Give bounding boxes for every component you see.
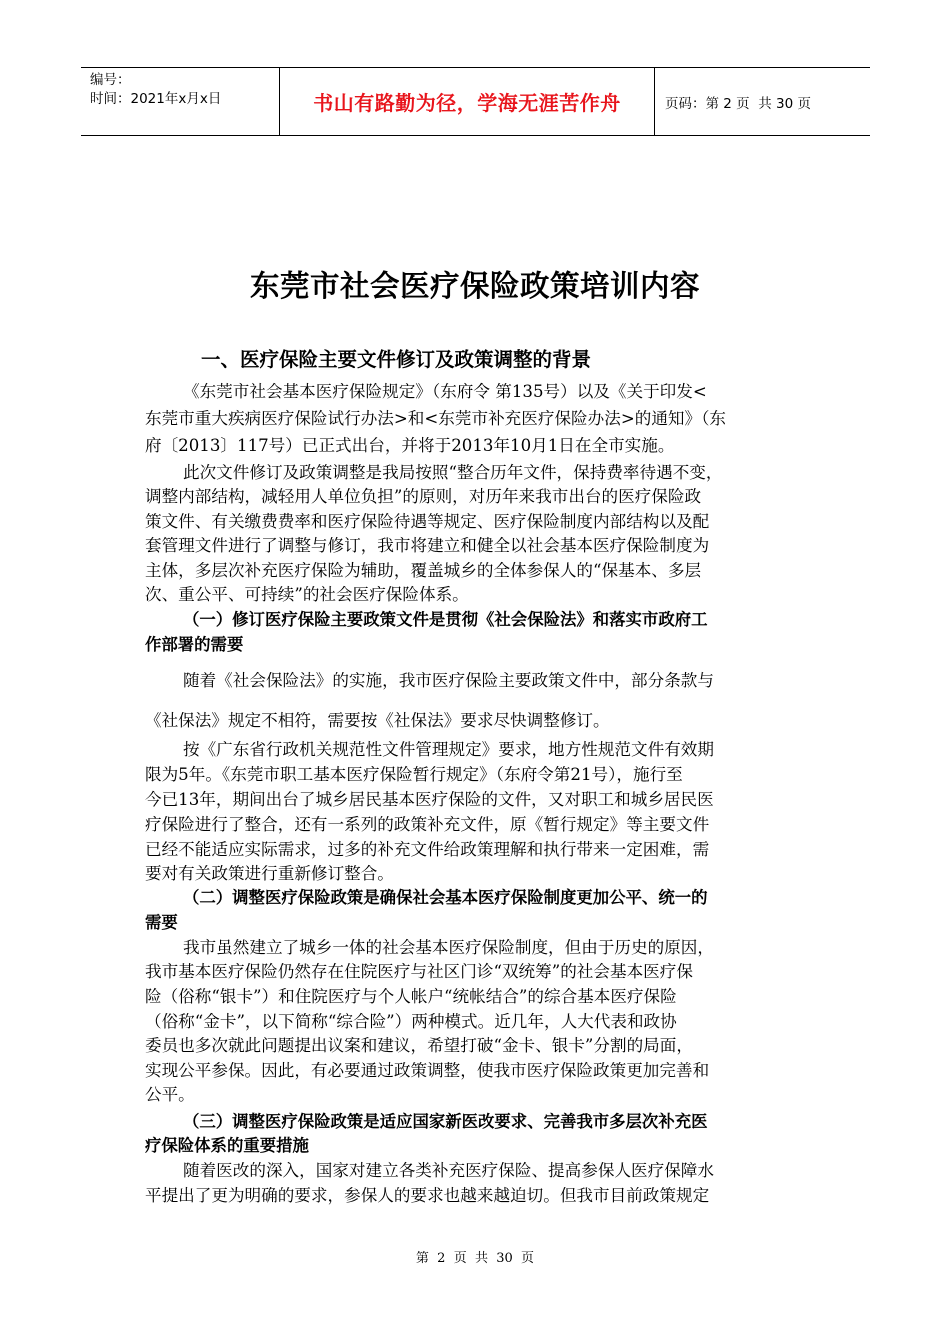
para-4-line: 疗保险进行了整合，还有一系列的政策补充文件，原《暂行规定》等主要文件 — [145, 815, 710, 834]
page-footer: 第 2 页 共 30 页 — [415, 1251, 535, 1266]
para-2-line: 主体，多层次补充医疗保险为辅助，覆盖城乡的全体参保人的“保基本、多层 — [145, 561, 702, 580]
header-meta — [81, 68, 280, 135]
para-2-line: 调整内部结构，减轻用人单位负担”的原则，对历年来我市出台的医疗保险政 — [145, 487, 702, 506]
para-5-line: 我市虽然建立了城乡一体的社会基本医疗保险制度，但由于历史的原因， — [183, 938, 714, 957]
section-heading-1: 一、医疗保险主要文件修订及政策调整的背景 — [201, 348, 592, 371]
subsection-heading-1: （一）修订医疗保险主要政策文件是贯彻《社会保险法》和落实市政府工 — [183, 610, 708, 629]
para-2-line: 此次文件修订及政策调整是我局按照“整合历年文件，保持费率待遇不变， — [183, 463, 723, 482]
para-6-line: 平提出了更为明确的要求，参保人的要求也越来越迫切。但我市目前政策规定 — [145, 1186, 710, 1205]
para-4-line: 按《广东省行政机关规范性文件管理规定》要求，地方性规范文件有效期 — [183, 740, 714, 759]
subsection-heading-3: （三）调整医疗保险政策是适应国家新医改要求、完善我市多层次补充医 — [183, 1112, 708, 1131]
para-5-line: 我市基本医疗保险仍然存在住院医疗与社区门诊“双统筹”的社会基本医疗保 — [145, 962, 693, 981]
para-3-line: 随着《社会保险法》的实施，我市医疗保险主要政策文件中，部分条款与 — [183, 671, 714, 690]
para-1-line: 东莞市重大疾病医疗保险试行办法>和<东莞市补充医疗保险办法>的通知》（东 — [145, 409, 727, 428]
para-1-line: 府〔2013〕117号）已正式出台，并将于2013年10月1日在全市实施。 — [145, 436, 675, 455]
subsection-heading-2: 需要 — [145, 913, 178, 932]
para-2-line: 套管理文件进行了调整与修订，我市将建立和健全以社会基本医疗保险制度为 — [145, 536, 710, 555]
header-time-label: 时间：2021年x月x日 — [90, 91, 222, 107]
header-page-label: 页码：第 2 页 共 30 页 — [665, 95, 812, 112]
para-4-line: 已经不能适应实际需求，过多的补充文件给政策理解和执行带来一定困难，需 — [145, 840, 710, 859]
header-number-label: 编号： — [90, 72, 131, 88]
para-5-line: 实现公平参保。因此，有必要通过政策调整，使我市医疗保险政策更加完善和 — [145, 1061, 710, 1080]
para-2-line: 策文件、有关缴费费率和医疗保险待遇等规定、医疗保险制度内部结构以及配 — [145, 512, 710, 531]
header-motto: 书山有路勤为径，学海无涯苦作舟 — [280, 68, 655, 135]
document-title: 东莞市社会医疗保险政策培训内容 — [249, 269, 700, 303]
para-3-line: 《社保法》规定不相符，需要按《社保法》要求尽快调整修订。 — [145, 711, 610, 730]
page-header — [81, 67, 870, 136]
subsection-heading-2: （二）调整医疗保险政策是确保社会基本医疗保险制度更加公平、统一的 — [183, 888, 708, 907]
para-1-line: 《东莞市社会基本医疗保险规定》（东府令 第135号）以及《关于印发< — [183, 382, 707, 401]
subsection-heading-3: 疗保险体系的重要措施 — [145, 1136, 309, 1155]
para-2-line: 次、重公平、可持续”的社会医疗保险体系。 — [145, 585, 469, 604]
para-5-line: 公平。 — [145, 1085, 195, 1104]
subsection-heading-1: 作部署的需要 — [145, 635, 244, 654]
para-5-line: 险（俗称“银卡”）和住院医疗与个人帐户“统帐结合”的综合基本医疗保险 — [145, 987, 677, 1006]
para-4-line: 今已13年，期间出台了城乡居民基本医疗保险的文件，又对职工和城乡居民医 — [145, 790, 714, 809]
para-5-line: 委员也多次就此问题提出议案和建议，希望打破“金卡、银卡”分割的局面， — [145, 1036, 693, 1055]
para-6-line: 随着医改的深入，国家对建立各类补充医疗保险、提高参保人医疗保障水 — [183, 1161, 714, 1180]
para-4-line: 要对有关政策进行重新修订整合。 — [145, 864, 394, 883]
para-5-line: （俗称“金卡”，以下简称“综合险”）两种模式。近几年，人大代表和政协 — [145, 1012, 677, 1031]
para-4-line: 限为5年。《东莞市职工基本医疗保险暂行规定》（东府令第21号），施行至 — [145, 765, 683, 784]
